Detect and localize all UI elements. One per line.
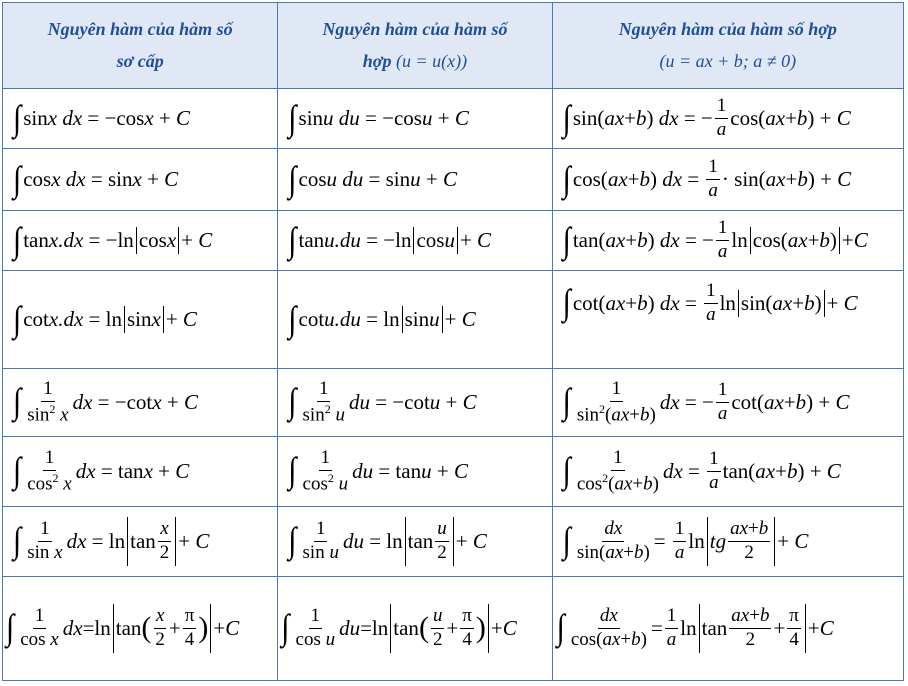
table-row — [3, 507, 904, 577]
table-row — [3, 437, 904, 507]
formula-cell: ∫ cot x.dx = ln sin x + C — [3, 271, 278, 369]
formula-cell: ∫ $\frac{1}{\text{cos u}}$ du =ln tan ( $\frac{u}{2}$ + $\frac{\pi}{4}$ ) + C — [278, 577, 552, 681]
header-elementary-line2: sơ cấp — [116, 50, 164, 71]
formula-cell: ∫ $\frac{1}{\sin^2(ax+b)}$ dx = − $\frac{1}{a}$ cot( ax + b ) + C — [552, 369, 903, 437]
formula-cell: ∫ $\frac{1}{\sin^2 u}$ du = −cot u + C — [278, 369, 552, 437]
formula-cell: ∫ cot( ax + b ) dx = $\frac{1}{a}$ ln sin( ax + b ) + C — [552, 271, 903, 369]
formula-cell: ∫ cos( ax + b ) dx = $\frac{1}{a}$ · sin( ax + b ) + C — [552, 149, 903, 211]
header-composite-line2: hợp — [362, 50, 392, 71]
table-row — [3, 149, 904, 211]
formula-cell: ∫ cos x dx = sin x + C — [3, 149, 278, 211]
table-row — [3, 369, 904, 437]
formula-cell: ∫ cot u.du = ln sin u + C — [278, 271, 552, 369]
header-elementary — [3, 3, 278, 89]
formula-cell: ∫ sin x dx = −cos x + C — [3, 89, 278, 149]
formula-cell: ∫ $\frac{1}{\sin^2 x}$ dx = −cot x + C — [3, 369, 278, 437]
header-linear-line1: Nguyên hàm của hàm số hợp — [618, 19, 837, 39]
formula-cell: ∫ $\frac{1}{\cos^2 u}$ du = tan u + C — [278, 437, 552, 507]
header-linear — [552, 3, 903, 89]
table-row — [3, 271, 904, 369]
table-row — [3, 577, 904, 681]
formula-cell: ∫ $\frac{dx}{\sin(ax+b)}$ = $\frac{1}{a}$ ln tg $\frac{ax+b}{2}$ + C — [552, 507, 903, 577]
table-row — [3, 89, 904, 149]
formula-cell: ∫ $\frac{1}{\cos^2(ax+b)}$ dx = $\frac{1}{a}$ tan( ax + b ) + C — [552, 437, 903, 507]
formula-cell: ∫ $\frac{1}{\cos^2 x}$ dx = tan x + C — [3, 437, 278, 507]
formula-cell: ∫ cos u du = sin u + C — [278, 149, 552, 211]
formula-cell: ∫ sin u du = −cos u + C — [278, 89, 552, 149]
formula-cell: ∫ tan( ax + b ) dx = − $\frac{1}{a}$ ln cos( ax + b ) + C — [552, 211, 903, 271]
header-composite-line1: Nguyên hàm của hàm số — [322, 19, 508, 39]
table-row — [3, 211, 904, 271]
formula-cell: ∫ sin( ax + b ) dx = − $\frac{1}{a}$ cos( ax + b ) + C — [552, 89, 903, 149]
header-linear-line2: (u = ax + b; a ≠ 0) — [659, 50, 797, 71]
header-composite — [278, 3, 552, 89]
header-composite-paren: (u = u(x)) — [395, 50, 468, 71]
formula-cell: ∫ $\frac{1}{\text{sin u}}$ du = ln tan $\frac{u}{2}$ + C — [278, 507, 552, 577]
formula-cell: ∫ $\frac{1}{\text{cos x}}$ dx =ln tan ( $\frac{x}{2}$ + $\frac{\pi}{4}$ ) + C — [3, 577, 278, 681]
antiderivative-table — [2, 2, 904, 681]
formula-cell: ∫ tan x.dx = −ln cos x + C — [3, 211, 278, 271]
header-elementary-line1: Nguyên hàm của hàm số — [47, 19, 233, 39]
header-row — [3, 3, 904, 89]
formula-cell: ∫ tan u.du = −ln cos u + C — [278, 211, 552, 271]
formula-cell: ∫ $\frac{dx}{\cos(ax+b)}$ = $\frac{1}{a}$ ln tan $\frac{ax+b}{2}$ + $\frac{\pi}{4}$ + C — [552, 577, 903, 681]
formula-cell: ∫ $\frac{1}{\text{sin x}}$ dx = ln tan $\frac{x}{2}$ + C — [3, 507, 278, 577]
